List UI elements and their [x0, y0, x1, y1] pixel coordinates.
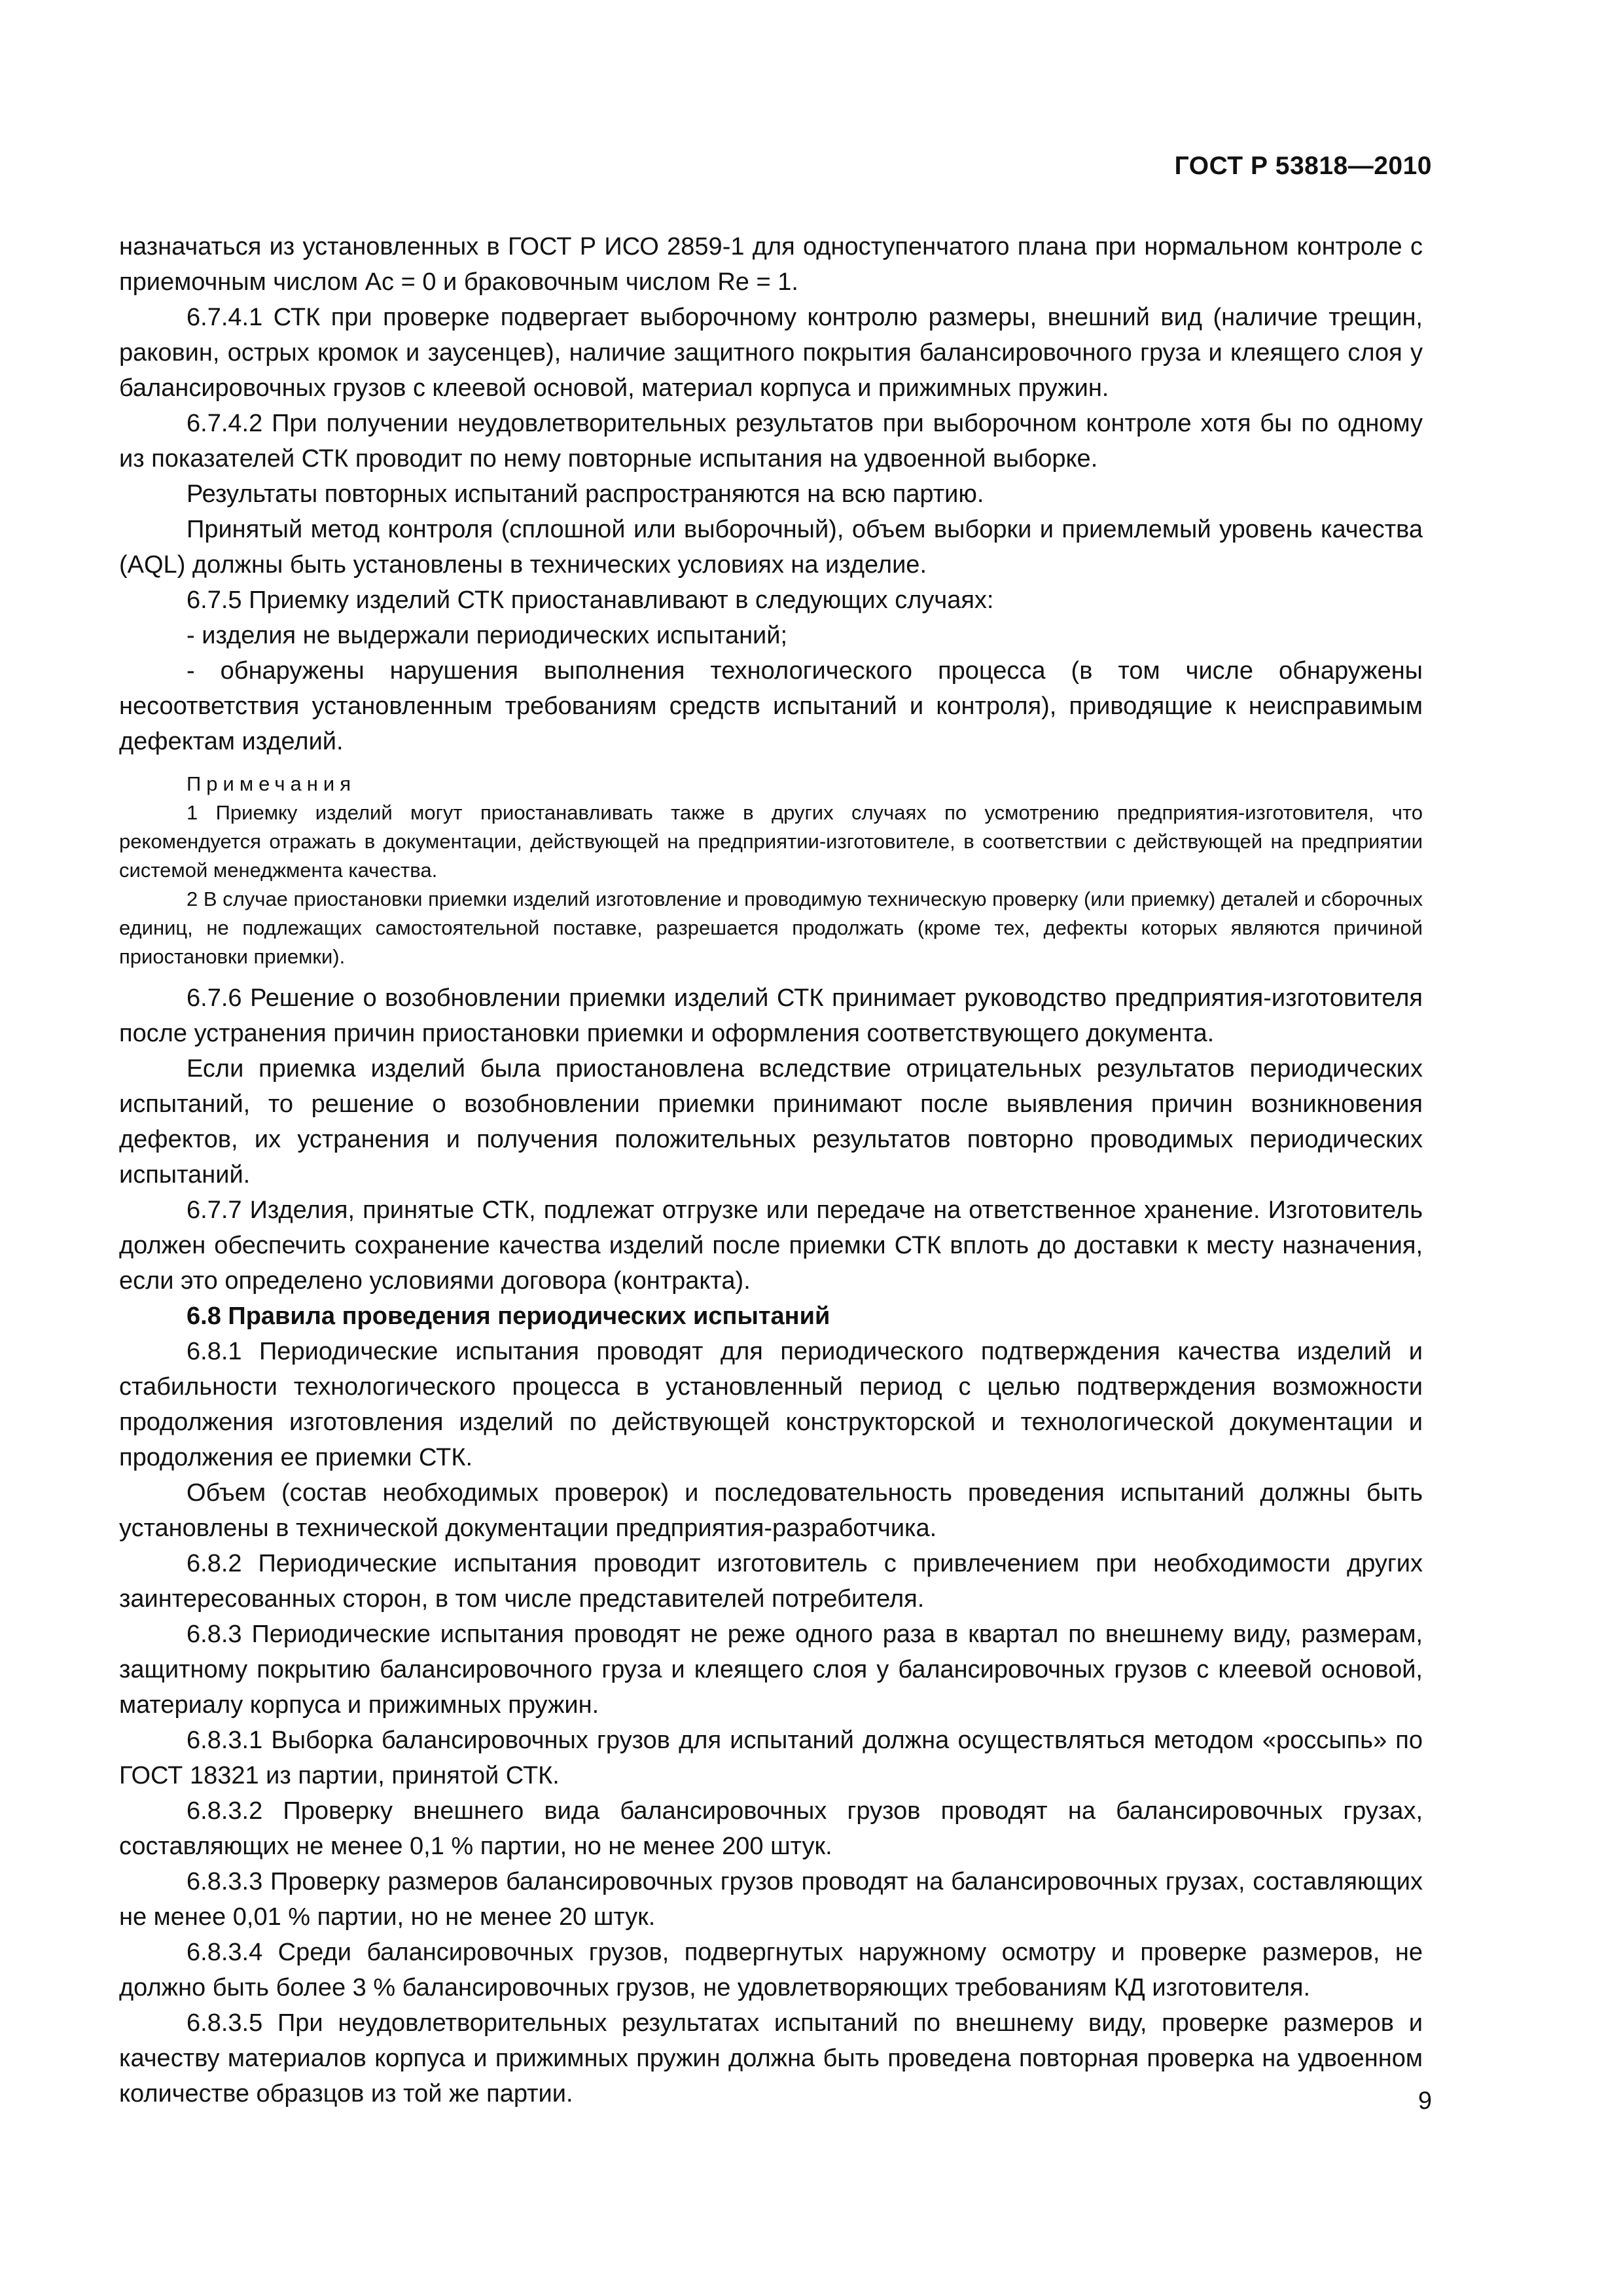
paragraph: 6.7.4.2 При получении неудовлетворительных результатов при выборочном контроле хотя бы по одному из показателей СТК проводит по нему повторные испытания на удвоенной выборке. [119, 410, 1423, 473]
paragraph: 6.8.3.4 Среди балансировочных грузов, подвергнутых наружному осмотру и проверке размеров, не должно быть более 3 % балансировочных грузов, не удовлетворяющих требованиям КД изготовителя. [119, 1939, 1423, 2001]
note-item: 1 Приемку изделий могут приостанавливать также в других случаях по усмотрению предприятия-изготовителя, что рекомендуется отражать в документации, действующей на предприятии-изготовителе, в соответствии с действующей на предприятии системой менеджмента качества. [119, 801, 1423, 882]
page-content [119, 229, 1423, 2111]
paragraph: 6.7.6 Решение о возобновлении приемки изделий СТК принимает руководство предприятия-изготовителя после устранения причин приостановки приемки и оформления соответствующего документа. [119, 984, 1423, 1047]
paragraph: назначаться из установленных в ГОСТ Р ИСО 2859-1 для одноступенчатого плана при нормальном контроле с приемочным числом Ac = 0 и браковочным числом Re = 1. [119, 233, 1423, 296]
paragraph: Результаты повторных испытаний распространяются на всю партию. [187, 480, 984, 508]
section-heading: 6.8 Правила проведения периодических испытаний [187, 1302, 830, 1330]
paragraph: Если приемка изделий была приостановлена вследствие отрицательных результатов периодических испытаний, то решение о возобновлении приемки принимают после выявления причин возникновения дефектов, их устранения и получения положительных результатов повторно проводимых периодических испытаний. [119, 1055, 1423, 1189]
notes-block [119, 770, 1423, 971]
paragraph: 6.8.1 Периодические испытания проводят для периодического подтверждения качества изделий и стабильности технологического процесса в установленный период с целью подтверждения возможности продолжения изготовления изделий по действующей конструкторской и технологической документации и продолжения ее приемки СТК. [119, 1338, 1423, 1471]
paragraph: 6.8.3 Периодические испытания проводят не реже одного раза в квартал по внешнему виду, размерам, защитному покрытию балансировочного груза и клеящего слоя у балансировочных грузов с клеевой основой, материалу корпуса и прижимных пружин. [119, 1621, 1423, 1719]
paragraph: 6.8.3.1 Выборка балансировочных грузов для испытаний должна осуществляться методом «россыпь» по ГОСТ 18321 из партии, принятой СТК. [119, 1727, 1423, 1789]
note-item: 2 В случае приостановки приемки изделий изготовление и проводимую техническую проверку (или приемку) деталей и сборочных единиц, не подлежащих самостоятельной поставке, разрешается продолжать (кроме тех, дефекты которых являются причиной приостановки приемки). [119, 888, 1423, 968]
notes-title: Примечания [187, 772, 356, 795]
paragraph: 6.7.4.1 СТК при проверке подвергает выборочному контролю размеры, внешний вид (наличие трещин, раковин, острых кромок и заусенцев), наличие защитного покрытия балансировочного груза и клеящего слоя у балансировочных грузов с клеевой основой, материал корпуса и прижимных пружин. [119, 304, 1423, 402]
paragraph: 6.8.2 Периодические испытания проводит изготовитель с привлечением при необходимости других заинтересованных сторон, в том числе представителей потребителя. [119, 1550, 1423, 1613]
page-number: 9 [1418, 2087, 1432, 2115]
paragraph: 6.8.3.3 Проверку размеров балансировочных грузов проводят на балансировочных грузах, составляющих не менее 0,01 % партии, но не менее 20 штук. [119, 1868, 1423, 1931]
paragraph: Объем (состав необходимых проверок) и последовательность проведения испытаний должны быть установлены в технической документации предприятия-разработчика. [119, 1479, 1423, 1542]
paragraph: 6.7.5 Приемку изделий СТК приостанавливают в следующих случаях: [187, 586, 994, 614]
standard-header: ГОСТ Р 53818—2010 [1174, 152, 1432, 180]
paragraph: 6.7.7 Изделия, принятые СТК, подлежат отгрузке или передаче на ответственное хранение. Изготовитель должен обеспечить сохранение качества изделий после приемки СТК вплоть до доставки к месту назначения, если это определено условиями договора (контракта). [119, 1196, 1423, 1295]
paragraph: 6.8.3.5 При неудовлетворительных результатах испытаний по внешнему виду, проверке размеров и качеству материалов корпуса и прижимных пружин должна быть проведена повторная проверка на удвоенном количестве образцов из той же партии. [119, 2009, 1423, 2108]
paragraph: 6.8.3.2 Проверку внешнего вида балансировочных грузов проводят на балансировочных грузах, составляющих не менее 0,1 % партии, но не менее 200 штук. [119, 1797, 1423, 1860]
paragraph: Принятый метод контроля (сплошной или выборочный), объем выборки и приемлемый уровень качества (AQL) должны быть установлены в технических условиях на изделие. [119, 516, 1423, 579]
list-item: - обнаружены нарушения выполнения технологического процесса (в том числе обнаружены несоответствия установленным требованиям средств испытаний и контроля), приводящие к неисправимым дефектам изделий. [119, 657, 1423, 755]
list-item: - изделия не выдержали периодических испытаний; [187, 622, 788, 649]
